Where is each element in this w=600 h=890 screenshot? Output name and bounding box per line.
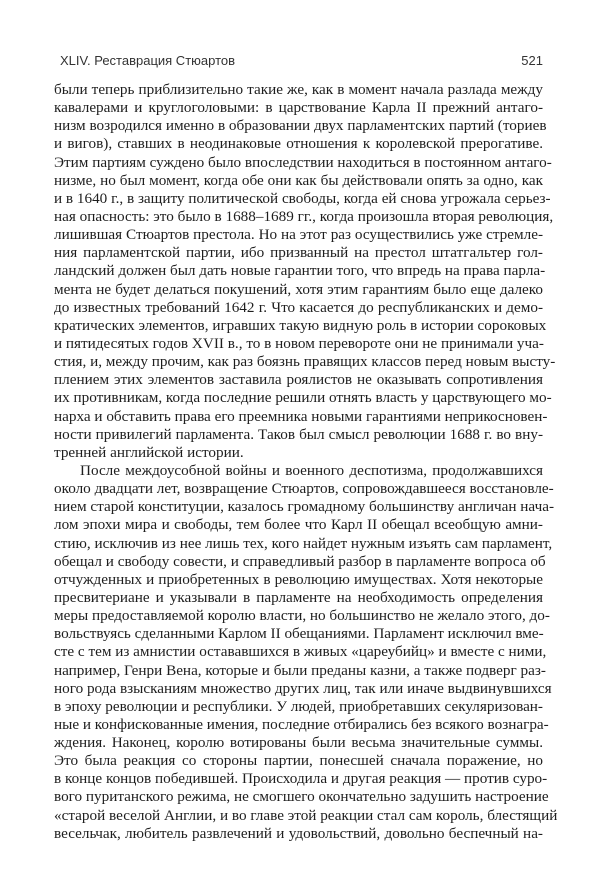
text-line: лишившая Стюартов престола. Но на этот раз осуществились уже стремле- [54,226,543,244]
paragraph [54,81,556,462]
text-line: нарха и обставить права его преемника новыми гарантиями неприкосновен- [54,407,548,425]
text-line: и вигов), ставших в неодинаковые отношения к королевской прерогативе. [54,135,543,153]
text-line: кавалерами и круглоголовыми: в царствование Карла II прежний антаго- [54,99,543,117]
text-line: пресвитериане и указывали в парламенте на необходимость определения [54,588,543,606]
page-number: 521 [521,53,543,68]
text-line: ная опасность: это было в 1688–1689 гг., когда произошла вторая революция, [54,207,554,225]
text-line: около двадцати лет, возвращение Стюартов, сопровождавшееся восстановле- [54,480,554,498]
text-line: до известных требований 1642 г. Что касается до республиканских и демо- [54,298,543,316]
text-line: кратических элементов, игравших такую видную роль в истории сороковых [54,316,547,334]
text-line: низм возродился именно в образовании двух парламентских партий (ториев [54,117,547,135]
text-line: отчужденных и приобретенных в революцию имуществах. Хотя некоторые [54,570,543,588]
text-line: стия, и, между прочим, как раз боязнь правящих классов перед новым высту- [54,353,556,371]
text-line: лом эпохи мира и свободы, тем более что Карл II обещал всеобщую амни- [54,516,543,534]
text-line: сте с тем из амнистии остававшихся в живых «цареубийц» и вместе с ними, [54,643,547,661]
text-line: их противникам, когда последние решили отнять власть у царствующего мо- [54,389,552,407]
text-line: обещал и свободу совести, и справедливый разбор в парламенте вопроса об [54,552,546,570]
text-line: ного рода взысканиям множество других лиц, так или иначе выдвинувшихся [54,679,552,697]
text-line: После междоусобной войны и военного деспотизма, продолжавшихся [80,461,543,479]
running-header [54,53,543,71]
text-line: ния парламентской партии, ибо призванный на престол штатгальтер гол- [54,244,543,262]
text-line: ландский должен был дать новые гарантии того, что впредь на права парла- [54,262,546,280]
text-line: например, Генри Вена, которые и были преданы казни, а также подверг раз- [54,661,546,679]
text-line: вого пуританского режима, не смогшего окончательно задушить настроение [54,788,549,806]
text-line: и в 1640 г., в защиту политической свободы, когда ей снова угрожала серьез- [54,189,551,207]
text-line: в эпоху революции и республики. У людей, приобретавших секуляризован- [54,697,543,715]
text-line: вольствуясь сделанными Карлом II обещаниями. Парламент исключил вме- [54,625,544,643]
text-line: меры предоставляемой королю власти, но большинство не желало этого, до- [54,607,550,625]
text-line: нием старой конституции, казалось громадному большинству англичан нача- [54,498,555,516]
text-line: ждения. Наконец, королю вотированы были весьма значительные суммы. [54,734,543,752]
text-line: Этим партиям суждено было впоследствии находиться в постоянном антаго- [54,153,552,171]
page-body [54,81,558,843]
chapter-title: XLIV. Реставрация Стюартов [60,53,236,68]
text-line: «старой веселой Англии, и во главе этой реакции стал сам король, блестящий [54,806,558,824]
text-line: в конце концов победившей. Происходила и другая реакция — против суро- [54,770,548,788]
text-line: низме, но был момент, когда обе они как бы действовали опять за одно, как [54,171,543,189]
paragraph [54,461,558,843]
text-line: весельчак, любитель развлечений и удовольствий, довольно беспечный на- [54,824,543,842]
text-line: мента не будет делаться покушений, хотя этим гарантиям было еще далеко [54,280,543,298]
text-line: плением этих элементов заставила роялистов не оказывать сопротивления [54,371,543,389]
text-line: ности привилегий парламента. Таков был смысл революции 1688 г. во вну- [54,425,543,443]
text-line: тренней английской истории. [54,443,244,461]
text-line: и пятидесятых годов XVII в., то в новом перевороте они не принимали уча- [54,334,544,352]
text-line: Это была реакция со стороны партии, понесшей сначала поражение, но [54,752,543,770]
text-line: были теперь приблизительно такие же, как в момент начала разлада между [54,81,543,98]
text-line: стию, исключив из нее лишь тех, кого найдет нужным изъять сам парламент, [54,534,553,552]
text-line: ные и конфискованные имения, последние отбирались без всякого вознагра- [54,715,549,733]
